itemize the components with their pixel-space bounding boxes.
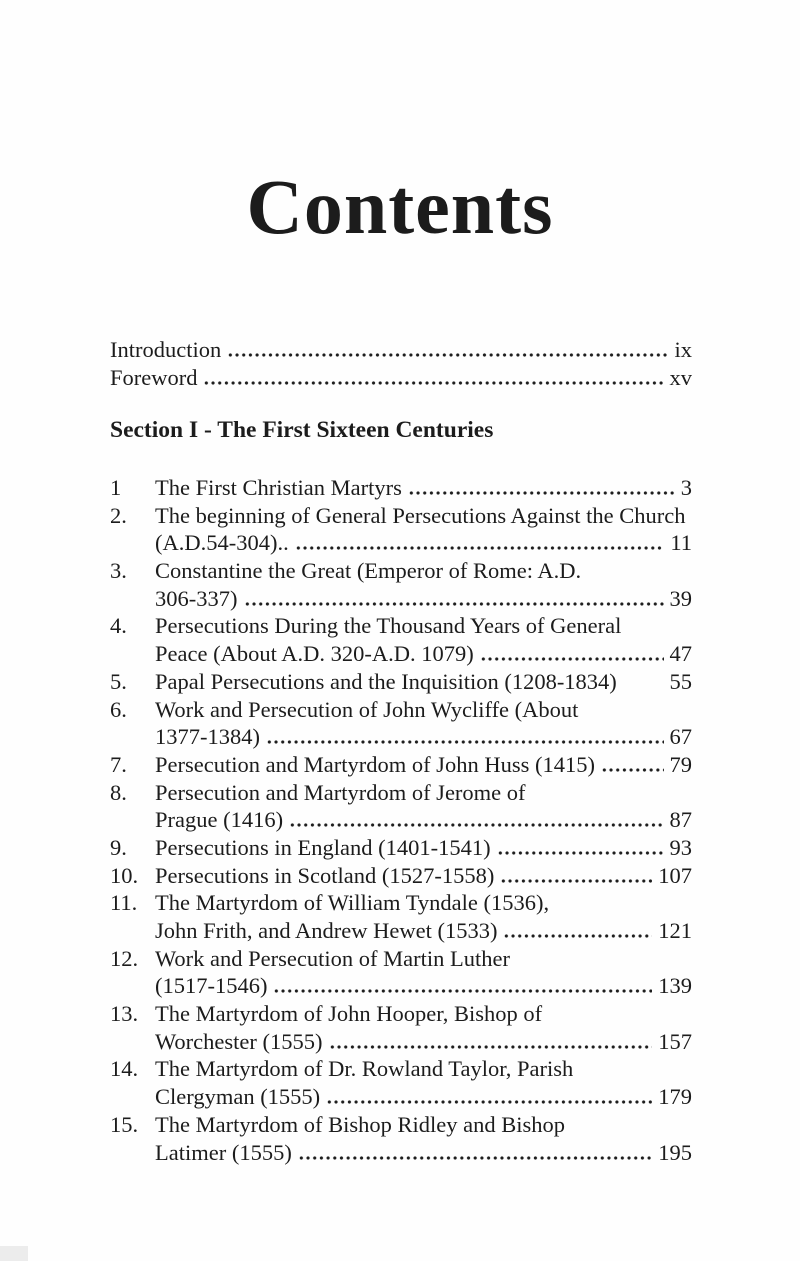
- toc-row: [110, 364, 692, 392]
- section-heading: Section I - The First Sixteen Centuries: [110, 417, 494, 443]
- entry-text: Persecution and Martyrdom of John Huss (1415): [155, 751, 595, 777]
- toc-row: [110, 336, 692, 364]
- entry-text: Persecution and Martyrdom of Jerome of: [155, 779, 526, 805]
- page-number: ix: [674, 337, 692, 362]
- page-number: 39: [669, 585, 692, 611]
- dot-leader: [298, 1156, 652, 1160]
- entry-text: Persecutions During the Thousand Years of General: [155, 613, 622, 639]
- entry-number: 8.: [110, 779, 127, 805]
- toc-row: [110, 751, 692, 779]
- toc-row: [110, 612, 692, 640]
- entry-number: 9.: [110, 834, 127, 860]
- entry-text: The First Christian Martyrs: [155, 475, 402, 500]
- toc-entries: [110, 474, 692, 1166]
- entry-text: The Martyrdom of William Tyndale (1536),: [155, 890, 550, 916]
- dot-leader: [244, 602, 664, 606]
- dot-leader: [227, 353, 668, 357]
- page-number: 179: [658, 1084, 692, 1110]
- dot-leader: [273, 989, 652, 993]
- dot-leader: [500, 879, 652, 883]
- entry-text: Constantine the Great (Emperor of Rome: A.D.: [155, 558, 582, 584]
- page-title: Contents: [246, 163, 554, 250]
- entry-number: 5.: [110, 668, 127, 694]
- dot-leader: [480, 657, 664, 661]
- scan-smudge: [0, 1246, 28, 1261]
- entry-text: The beginning of General Persecutions Against the Church: [155, 502, 686, 528]
- toc-row: [110, 779, 692, 807]
- page-number: 47: [669, 641, 692, 667]
- entry-number: 14.: [110, 1056, 139, 1082]
- dot-leader: [266, 740, 664, 744]
- entry-text: Prague (1416): [155, 807, 284, 833]
- entry-text: 1377-1384): [155, 724, 260, 750]
- entry-text: The Martyrdom of Dr. Rowland Taylor, Parish: [155, 1056, 574, 1082]
- entry-text: The Martyrdom of John Hooper, Bishop of: [155, 1001, 543, 1027]
- toc-row: [110, 1111, 692, 1139]
- page-number: 3: [680, 475, 692, 500]
- page-number: 11: [670, 530, 692, 556]
- toc-row: [110, 585, 692, 613]
- entry-text: The Martyrdom of Bishop Ridley and Bishop: [155, 1111, 565, 1137]
- toc-row: [110, 557, 692, 585]
- entry-text: Work and Persecution of Martin Luther: [155, 945, 510, 971]
- page-number: xv: [669, 365, 692, 390]
- toc-row: [110, 1000, 692, 1028]
- toc-row: [110, 474, 692, 502]
- entry-text: Peace (About A.D. 320-A.D. 1079): [155, 641, 474, 667]
- entry-text: Worchester (1555): [155, 1028, 323, 1054]
- entry-text: Persecutions in England (1401-1541): [155, 834, 491, 860]
- toc-row: [110, 502, 692, 530]
- entry-text: Foreword: [110, 365, 198, 390]
- entry-text: (A.D.54-304)..: [155, 530, 289, 556]
- toc-row: [110, 1139, 692, 1167]
- entry-text: Work and Persecution of John Wycliffe (About: [155, 696, 579, 722]
- page-number: 157: [658, 1028, 692, 1054]
- toc-row: [110, 640, 692, 668]
- page-number: 121: [658, 918, 692, 943]
- toc-row: [110, 889, 692, 917]
- entry-text: 306-337): [155, 585, 238, 611]
- entry-number: 1: [110, 475, 122, 500]
- entry-number: 6.: [110, 696, 127, 722]
- dot-leader: [601, 768, 664, 772]
- entry-number: 4.: [110, 613, 127, 639]
- toc-row: [110, 1055, 692, 1083]
- page-number: 139: [658, 973, 692, 999]
- entry-text: Persecutions in Scotland (1527-1558): [155, 862, 495, 888]
- entry-number: 2.: [110, 502, 127, 528]
- toc-row: [110, 972, 692, 1000]
- dot-leader: [329, 1045, 653, 1049]
- toc-row: [110, 723, 692, 751]
- toc-row: [110, 1083, 692, 1111]
- dot-leader: [203, 381, 663, 385]
- entry-number: 12.: [110, 945, 139, 971]
- entry-number: 11.: [110, 890, 138, 916]
- page-number: 195: [658, 1139, 692, 1165]
- dot-leader: [623, 685, 664, 689]
- page-number: 55: [669, 668, 692, 694]
- page-number: 79: [669, 751, 692, 777]
- entry-number: 7.: [110, 751, 127, 777]
- entry-number: 13.: [110, 1001, 139, 1027]
- toc-row: [110, 917, 692, 945]
- toc-row: [110, 529, 692, 557]
- entry-text: John Frith, and Andrew Hewet (1533): [155, 918, 498, 943]
- toc-row: [110, 668, 692, 696]
- entry-text: (1517-1546): [155, 973, 268, 999]
- entry-text: Latimer (1555): [155, 1139, 292, 1165]
- toc-row: [110, 806, 692, 834]
- toc-row: [110, 1028, 692, 1056]
- page-number: 93: [669, 834, 692, 860]
- entry-text: Clergyman (1555): [155, 1084, 321, 1110]
- front-matter-list: [110, 336, 692, 392]
- entry-text: Papal Persecutions and the Inquisition (1208-1834): [155, 668, 617, 694]
- entry-number: 15.: [110, 1111, 139, 1137]
- entry-number: 10.: [110, 862, 139, 888]
- toc-row: [110, 834, 692, 862]
- toc-row: [110, 945, 692, 973]
- toc-row: [110, 696, 692, 724]
- entry-text: Introduction: [110, 337, 222, 362]
- toc-row: [110, 862, 692, 890]
- dot-leader: [408, 491, 675, 495]
- page-number: 87: [669, 807, 692, 833]
- dot-leader: [497, 851, 664, 855]
- page-number: 107: [658, 862, 692, 888]
- dot-leader: [503, 934, 652, 938]
- dot-leader: [295, 546, 665, 550]
- dot-leader: [289, 823, 663, 827]
- entry-number: 3.: [110, 558, 127, 584]
- dot-leader: [326, 1100, 652, 1104]
- page-number: 67: [669, 724, 692, 750]
